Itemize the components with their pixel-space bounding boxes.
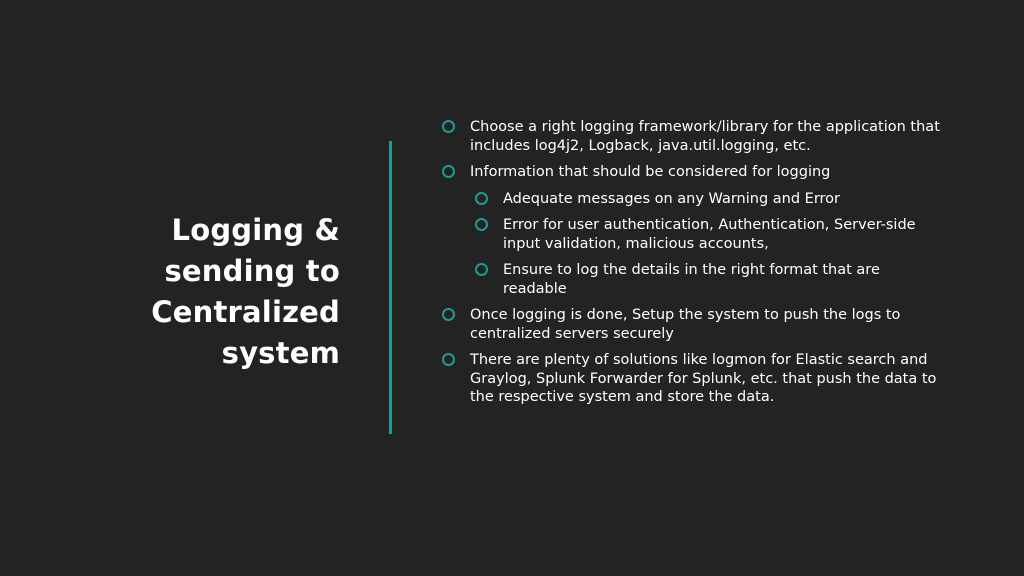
circle-outline-icon <box>475 263 488 276</box>
bullet-item <box>442 351 942 407</box>
circle-outline-icon <box>442 120 455 133</box>
circle-outline-icon <box>442 353 455 366</box>
title-line: system <box>221 336 340 370</box>
bullet-text: Ensure to log the details in the right format that are readable <box>503 262 880 297</box>
bullet-text: Once logging is done, Setup the system to push the logs to centralized servers securely <box>470 307 901 342</box>
vertical-divider <box>389 141 392 434</box>
bullet-text: Error for user authentication, Authentication, Server-side input validation, malicious accounts, <box>503 217 916 252</box>
circle-outline-icon <box>475 218 488 231</box>
bullet-item <box>442 306 942 343</box>
title-line: sending to <box>164 254 340 288</box>
circle-outline-icon <box>442 165 455 178</box>
sub-bullet-item <box>475 216 942 253</box>
sub-bullet-item <box>475 261 942 298</box>
sub-bullet-item <box>475 190 942 209</box>
title-line: Centralized <box>151 295 340 329</box>
bullet-text: Choose a right logging framework/library for the application that includes log4j2, Logback, java.util.logging, etc. <box>470 119 940 154</box>
bullet-item <box>442 118 942 155</box>
circle-outline-icon <box>442 308 455 321</box>
slide-title <box>90 210 340 374</box>
bullet-list <box>442 118 942 415</box>
bullet-text: There are plenty of solutions like logmon for Elastic search and Graylog, Splunk Forwarder for Splunk, etc. that push the data to the respective system and store the data. <box>470 352 937 405</box>
circle-outline-icon <box>475 192 488 205</box>
bullet-text: Adequate messages on any Warning and Error <box>503 190 841 207</box>
title-line: Logging & <box>171 213 340 247</box>
bullet-item <box>442 163 942 182</box>
bullet-text: Information that should be considered for logging <box>470 164 831 180</box>
